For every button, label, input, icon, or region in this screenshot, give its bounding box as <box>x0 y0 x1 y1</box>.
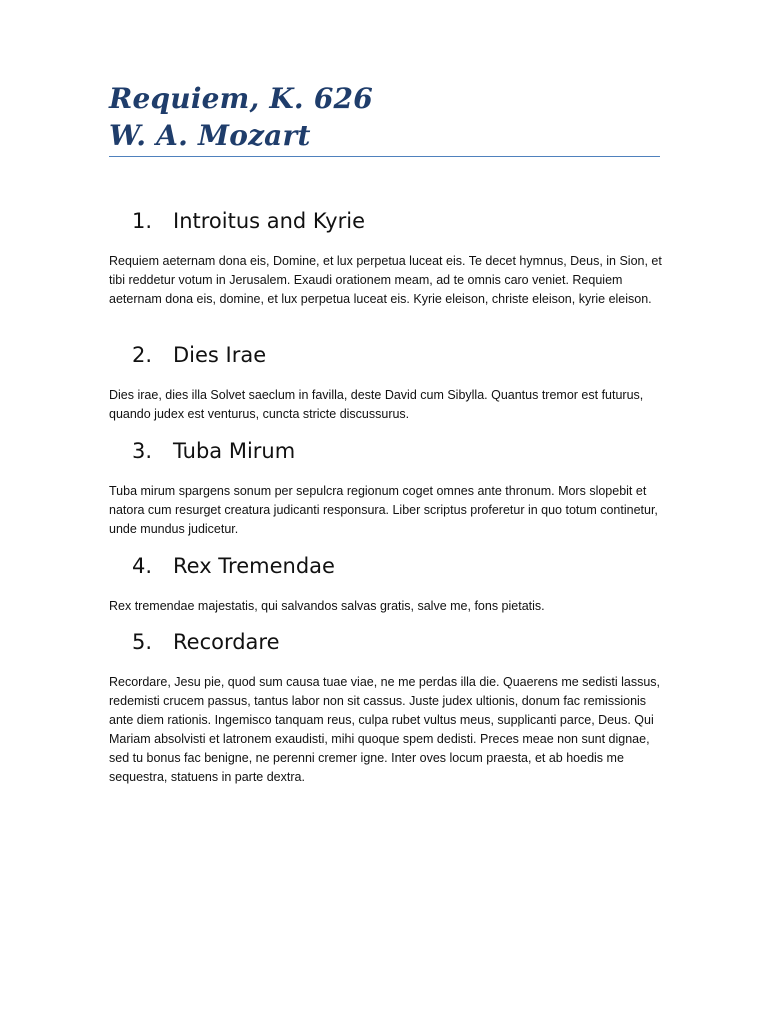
section-title: Introitus and Kyrie <box>173 209 365 233</box>
section-number: 3. <box>132 439 153 463</box>
section-heading <box>109 340 664 370</box>
section-heading <box>109 206 664 236</box>
section-number: 1. <box>132 209 153 233</box>
section-tuba-mirum <box>109 436 664 539</box>
section-recordare <box>109 627 664 787</box>
document-title <box>109 80 661 154</box>
section-title: Recordare <box>173 630 280 654</box>
section-number: 4. <box>132 554 153 578</box>
section-title: Rex Tremendae <box>173 554 335 578</box>
section-rex-tremendae <box>109 551 664 616</box>
section-text: Dies irae, dies illa Solvet saeclum in favilla, deste David cum Sibylla. Quantus tremor est futurus, quando judex est venturus, cuncta stricte discussurus. <box>109 388 644 421</box>
section-text: Tuba mirum spargens sonum per sepulcra regionum coget omnes ante thronum. Mors slopebit et natora cum resurget creatura judicanti responsura. Liber scriptus proferetur in quo totum continetur, unde mundus judicetur. <box>109 484 658 536</box>
section-text: Requiem aeternam dona eis, Domine, et lux perpetua luceat eis. Te decet hymnus, Deus, in Sion, et tibi reddetur votum in Jerusalem. Exaudi orationem meam, ad te omnis caro veniet. Requiem aeternam dona eis, domine, et lux perpetua luceat eis. Kyrie eleison, christe eleison, kyrie eleison. <box>109 254 662 306</box>
section-number: 5. <box>132 630 153 654</box>
section-text: Rex tremendae majestatis, qui salvandos salvas gratis, salve me, fons pietatis. <box>109 599 545 613</box>
section-number: 2. <box>132 343 153 367</box>
title-composer: W. A. Mozart <box>109 119 311 152</box>
section-heading <box>109 436 664 466</box>
section-title: Tuba Mirum <box>173 439 296 463</box>
title-underline <box>109 156 660 157</box>
section-heading <box>109 627 664 657</box>
section-introitus <box>109 206 664 309</box>
section-dies-irae <box>109 340 664 424</box>
section-text: Recordare, Jesu pie, quod sum causa tuae viae, ne me perdas illa die. Quaerens me sedisti lassus, redemisti crucem passus, tantus labor non sit cassus. Juste judex ultionis, donum fac remissionis ante diem rationis. Ingemisco tanquam reus, culpa rubet vultus meus, supplicanti parce, Deus. Qui Mariam absolvisti et latronem exaudisti, mihi quoque spem dedisti. Preces meae non sunt dignae, sed tu bonus fac benigne, ne perenni cremer igne. Inter oves locum praesta, et ab hoedis me sequestra, statuens in parte dextra. <box>109 675 660 784</box>
title-work: Requiem, K. 626 <box>109 82 373 115</box>
section-heading <box>109 551 664 581</box>
section-title: Dies Irae <box>173 343 267 367</box>
